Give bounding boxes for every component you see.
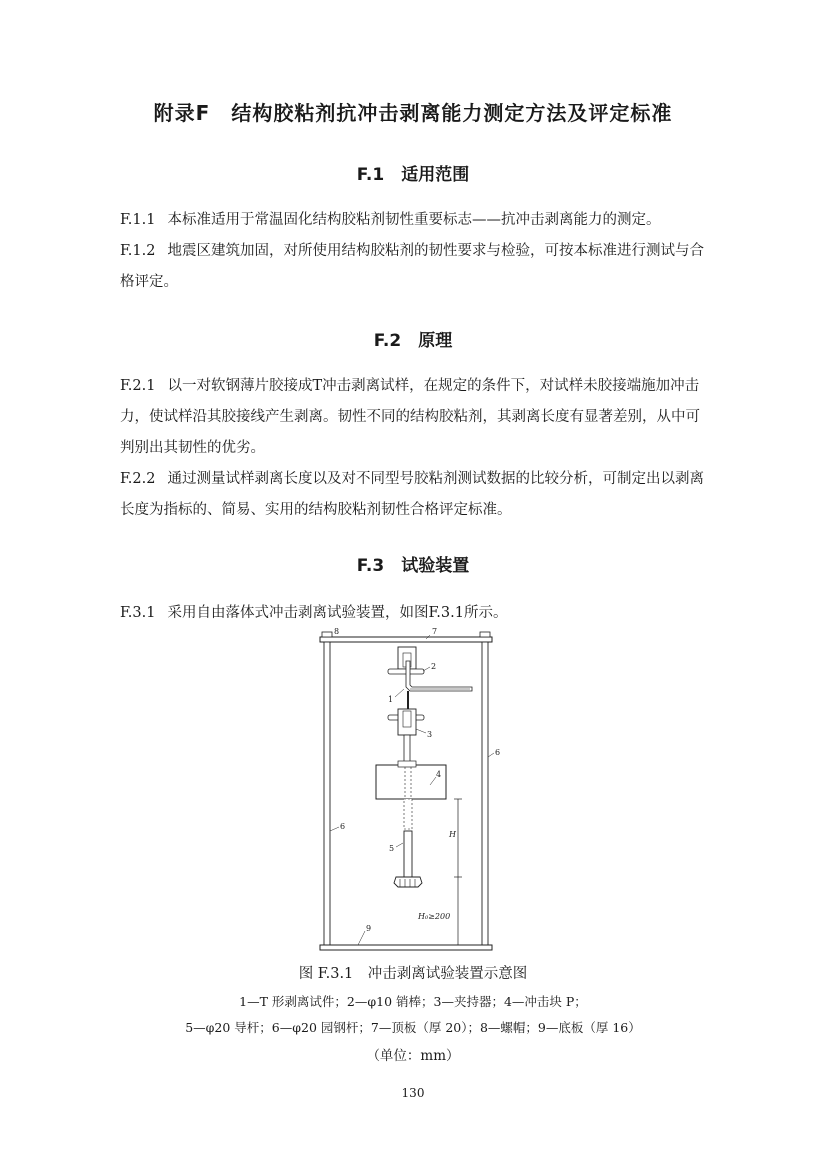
nut-right [480,632,490,637]
paragraph-text: 本标准适用于常温固化结构胶粘剂韧性重要标志——抗冲击剥离能力的测定。 [167,212,661,228]
label-h0: H₀≥200 [418,912,451,921]
top-plate [320,637,492,642]
left-rod [324,642,330,945]
bottom-plate [320,945,492,950]
paragraph-f1-1 [120,205,710,236]
label-5: 5 [389,844,395,853]
label-3: 3 [427,730,433,739]
paragraph-number: F.2.2 [120,471,156,487]
figure-legend-line-1: 1—T 形剥离试件；2—φ10 销棒；3—夹持器；4—冲击块 P； [239,994,587,1009]
label-h: H [449,830,456,839]
paragraph-number: F.2.1 [120,378,156,394]
paragraph-text: 采用自由落体式冲击剥离试验装置，如图F.3.1所示。 [167,605,508,621]
right-rod [482,642,488,945]
guide-bar [404,799,412,829]
paragraph-number: F.1.2 [120,243,156,259]
label-4: 4 [436,770,442,779]
paragraph-f1-2 [120,236,710,298]
nut-left [322,632,332,637]
figure-unit-note: （单位：mm） [366,1048,460,1064]
section-heading-f1: F.1 适用范围 [356,165,470,185]
label-6-right: 6 [495,748,501,757]
guide-base [394,877,422,887]
label-1: 1 [388,695,394,704]
page-number: 130 [401,1086,425,1100]
page-title: 附录F 结构胶粘剂抗冲击剥离能力测定方法及评定标准 [153,101,673,125]
section-heading-f2: F.2 原理 [373,331,453,351]
paragraph-number: F.3.1 [120,605,156,621]
label-8: 8 [334,627,340,636]
paragraph-text: 地震区建筑加固，对所使用结构胶粘剂的韧性要求与检验，可按本标准进行测试与合格评定。 [120,243,704,290]
label-7: 7 [432,627,438,636]
label-9: 9 [366,924,372,933]
apparatus-diagram [310,625,530,955]
paragraph-f2-1 [120,371,710,464]
section-heading-f3: F.3 试验装置 [356,556,470,576]
paragraph-text: 通过测量试样剥离长度以及对不同型号胶粘剂测试数据的比较分析，可制定出以剥离长度为指标的、简易、实用的结构胶粘剂韧性合格评定标准。 [120,471,704,518]
label-6-left: 6 [340,822,346,831]
label-2: 2 [431,662,437,671]
figure-legend-line-2: 5—φ20 导杆；6—φ20 园钢杆；7—顶板（厚 20）；8—螺帽；9—底板（厚 16） [185,1020,641,1035]
paragraph-number: F.1.1 [120,212,156,228]
paragraph-f2-2 [120,464,710,526]
figure-caption: 图 F.3.1 冲击剥离试验装置示意图 [298,966,528,982]
paragraph-text: 以一对软钢薄片胶接成T冲击剥离试样，在规定的条件下，对试样未胶接端施加冲击力，使试样沿其胶接线产生剥离。韧性不同的结构胶粘剂，其剥离长度有显著差别，从中可判别出其韧性的优劣。 [120,378,700,456]
